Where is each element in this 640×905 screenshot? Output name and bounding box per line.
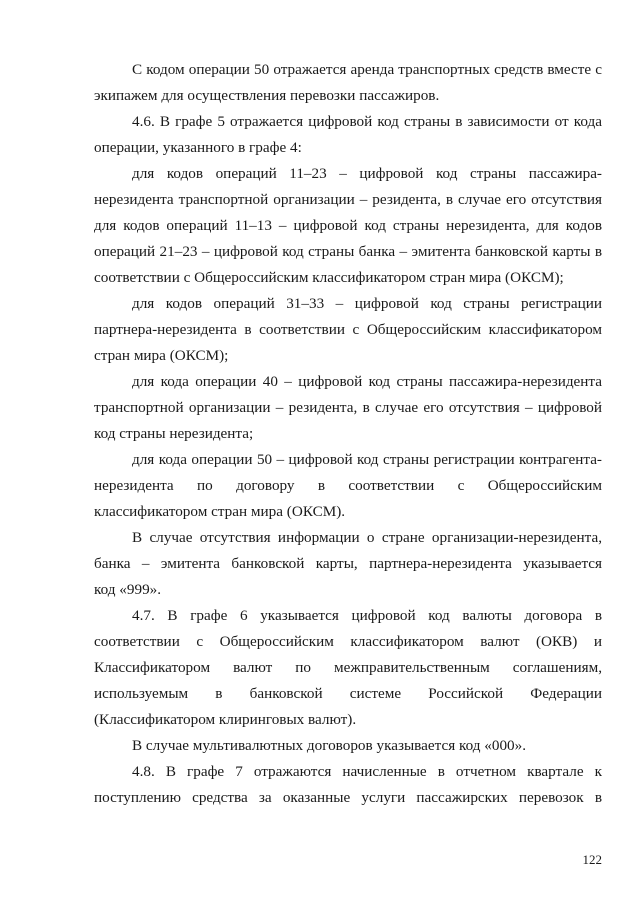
text-line: классификатором стран мира (ОКСМ). xyxy=(94,503,346,520)
text-line: соответствии с Общероссийским классификатором стран мира (ОКСМ); xyxy=(94,269,564,286)
text-line: соответствии с Общероссийским классификатором валют (ОКВ) и xyxy=(94,633,602,650)
text-line: для кодов операций 11–13 – цифровой код страны нерезидента, для кодов xyxy=(94,217,602,234)
text-line: поступлению средства за оказанные услуги пассажирских перевозок в xyxy=(94,789,602,806)
text-line: код «999». xyxy=(94,581,162,598)
text-line: операции, указанного в графе 4: xyxy=(94,139,302,156)
text-line: В случае мультивалютных договоров указывается код «000». xyxy=(132,737,527,754)
text-line: для кода операции 50 – цифровой код страны регистрации контрагента- xyxy=(132,451,602,468)
text-line: 4.6. В графе 5 отражается цифровой код страны в зависимости от кода xyxy=(132,113,602,130)
text-line: экипажем для осуществления перевозки пассажиров. xyxy=(94,87,440,104)
text-line: используемым в банковской системе Российской Федерации xyxy=(94,685,602,702)
text-line: В случае отсутствия информации о стране организации-нерезидента, xyxy=(132,529,602,546)
text-line: партнера-нерезидента в соответствии с Общероссийским классификатором xyxy=(94,321,602,338)
text-line: для кода операции 40 – цифровой код страны пассажира-нерезидента xyxy=(132,373,602,390)
text-line: 4.7. В графе 6 указывается цифровой код валюты договора в xyxy=(132,607,602,624)
text-line: нерезидента транспортной организации – резидента, в случае его отсутствия xyxy=(94,191,602,208)
text-line: код страны нерезидента; xyxy=(94,425,254,442)
text-line: банка – эмитента банковской карты, партнера-нерезидента указывается xyxy=(94,555,602,572)
text-line: (Классификатором клиринговых валют). xyxy=(94,711,357,728)
text-line: 4.8. В графе 7 отражаются начисленные в отчетном квартале к xyxy=(132,763,602,780)
page-number: 122 xyxy=(582,852,602,867)
text-line: транспортной организации – резидента, в случае его отсутствия – цифровой xyxy=(94,399,602,416)
text-line: С кодом операции 50 отражается аренда транспортных средств вместе с xyxy=(132,61,602,78)
text-line: операций 21–23 – цифровой код страны банка – эмитента банковской карты в xyxy=(94,243,602,260)
text-line: Классификатором валют по межправительственным соглашениям, xyxy=(94,659,602,676)
text-line: нерезидента по договору в соответствии с Общероссийским xyxy=(94,477,602,494)
text-line: стран мира (ОКСМ); xyxy=(94,347,229,364)
text-line: для кодов операций 11–23 – цифровой код страны пассажира- xyxy=(132,165,602,182)
text-line: для кодов операций 31–33 – цифровой код страны регистрации xyxy=(132,295,602,312)
